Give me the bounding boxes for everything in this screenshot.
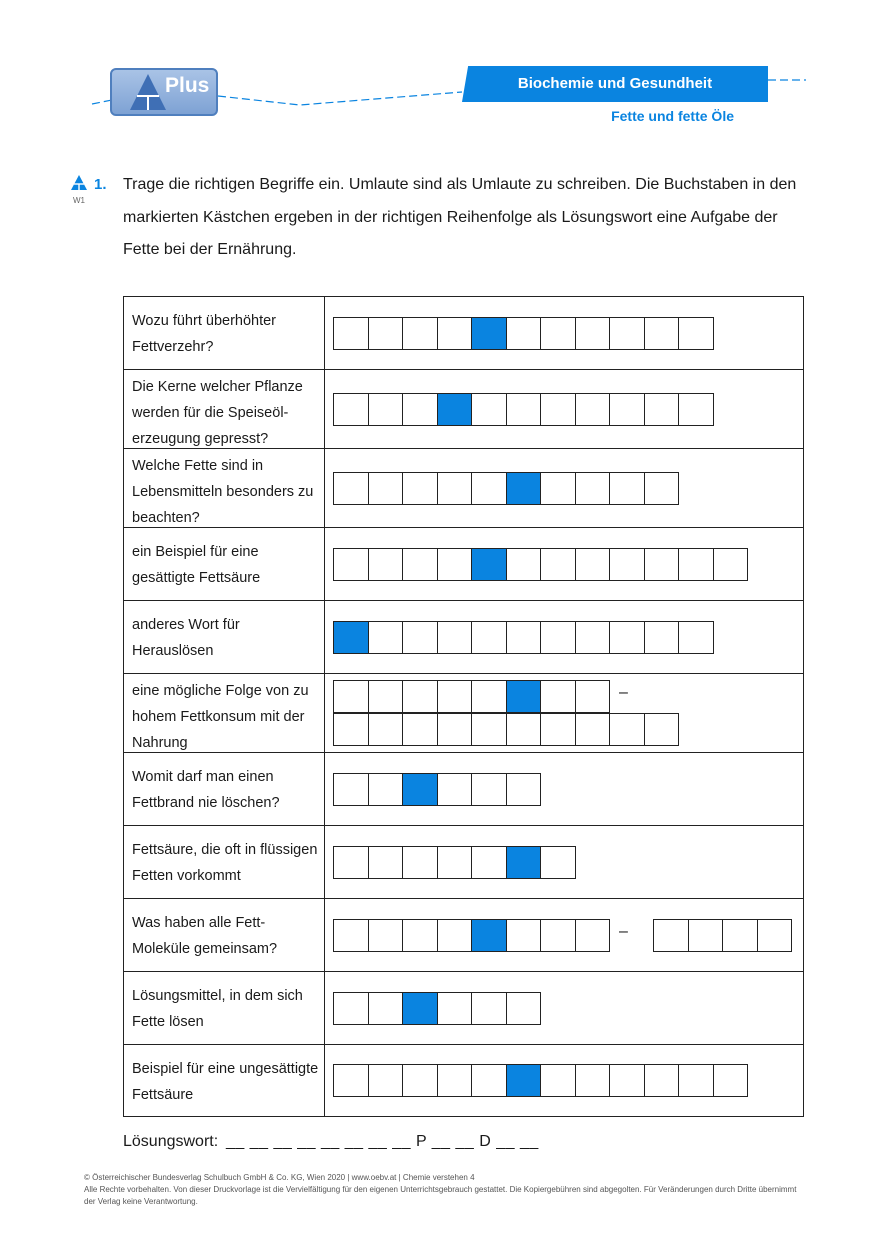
letter-box[interactable] (333, 680, 369, 713)
letter-box[interactable] (540, 621, 576, 654)
letter-box[interactable] (540, 1064, 576, 1097)
letter-box[interactable] (540, 680, 576, 713)
letter-box-group (333, 713, 678, 746)
letter-box[interactable] (653, 919, 689, 952)
letter-box[interactable] (609, 1064, 645, 1097)
letter-box[interactable] (437, 472, 473, 505)
letter-box-group (653, 919, 791, 952)
letter-box[interactable] (437, 992, 473, 1025)
letter-box-group (333, 680, 609, 713)
letter-box[interactable] (678, 548, 714, 581)
logo-text: Plus (165, 74, 210, 97)
marked-letter-box[interactable] (402, 773, 438, 806)
column-divider (324, 674, 325, 752)
answer-blanks[interactable]: __ __ __ __ __ __ __ __ P __ __ D __ __ (226, 1133, 539, 1150)
column-divider (324, 972, 325, 1044)
letter-box[interactable] (506, 393, 542, 426)
letter-box[interactable] (678, 621, 714, 654)
letter-box-group (333, 992, 540, 1025)
marked-letter-box[interactable] (471, 548, 507, 581)
marked-letter-box[interactable] (402, 992, 438, 1025)
letter-box[interactable] (506, 621, 542, 654)
letter-box[interactable] (368, 713, 404, 746)
task-instruction: Trage die richtigen Begriffe ein. Umlaute sind als Umlaute zu schreiben. Die Buchstaben in den markierten Kästchen ergeben in der richtigen Reihenfolge als Lösungswort eine Aufgabe der Fette bei der Ernährung. (123, 176, 797, 258)
letter-box[interactable] (437, 680, 473, 713)
letter-box[interactable] (471, 1064, 507, 1097)
copyright-footer (84, 1172, 804, 1208)
question-text: Welche Fette sind in Lebensmitteln besonders zu beachten? (132, 458, 314, 526)
column-divider (324, 753, 325, 825)
column-divider (324, 297, 325, 369)
table-row (123, 527, 804, 601)
table-row (123, 752, 804, 826)
column-divider (324, 528, 325, 600)
letter-box[interactable] (333, 919, 369, 952)
letter-box[interactable] (333, 548, 369, 581)
table-row (123, 1044, 804, 1117)
marked-letter-box[interactable] (506, 472, 542, 505)
letter-box-group (333, 1064, 747, 1097)
hyphen: – (619, 684, 628, 701)
letter-box[interactable] (506, 773, 542, 806)
table-row (123, 448, 804, 528)
letter-box[interactable] (540, 919, 576, 952)
letter-box[interactable] (471, 393, 507, 426)
letter-box[interactable] (368, 680, 404, 713)
letter-box[interactable] (437, 713, 473, 746)
letter-box[interactable] (368, 846, 404, 879)
letter-box[interactable] (575, 393, 611, 426)
letter-box[interactable] (402, 548, 438, 581)
letter-box[interactable] (368, 548, 404, 581)
letter-box[interactable] (575, 919, 611, 952)
letter-box[interactable] (540, 846, 576, 879)
letter-box[interactable] (333, 393, 369, 426)
letter-box[interactable] (678, 393, 714, 426)
table-row (123, 825, 804, 899)
letter-box[interactable] (540, 393, 576, 426)
letter-box[interactable] (609, 621, 645, 654)
letter-box[interactable] (368, 919, 404, 952)
letter-box[interactable] (540, 317, 576, 350)
letter-box[interactable] (757, 919, 793, 952)
letter-box-group (333, 846, 575, 879)
column-divider (324, 1045, 325, 1116)
crossword-table (123, 296, 804, 1117)
letter-box[interactable] (644, 713, 680, 746)
letter-box[interactable] (688, 919, 724, 952)
letter-box[interactable] (609, 317, 645, 350)
table-row (123, 898, 804, 972)
question-text: Die Kerne welcher Pflanze werden für die Speiseöl-erzeugung gepresst? (132, 379, 303, 447)
letter-box[interactable] (471, 621, 507, 654)
letter-box[interactable] (609, 393, 645, 426)
letter-box[interactable] (609, 472, 645, 505)
letter-box[interactable] (575, 548, 611, 581)
letter-box[interactable] (368, 317, 404, 350)
letter-box[interactable] (471, 713, 507, 746)
letter-box[interactable] (368, 992, 404, 1025)
letter-box[interactable] (575, 713, 611, 746)
letter-box[interactable] (437, 317, 473, 350)
letter-box[interactable] (506, 548, 542, 581)
letter-box[interactable] (678, 1064, 714, 1097)
letter-box[interactable] (471, 773, 507, 806)
level-pyramid-icon (70, 174, 88, 192)
letter-box[interactable] (368, 621, 404, 654)
letter-box[interactable] (333, 1064, 369, 1097)
letter-box-group (333, 317, 713, 350)
letter-box[interactable] (368, 472, 404, 505)
column-divider (324, 899, 325, 971)
letter-box[interactable] (713, 548, 749, 581)
marked-letter-box[interactable] (437, 393, 473, 426)
footer-line-1: © Österreichischer Bundesverlag Schulbuch GmbH & Co. KG, Wien 2020 | www.oebv.at | Chemie verstehen 4 (84, 1173, 475, 1182)
section-subtitle: Fette und fette Öle (611, 108, 734, 124)
letter-box[interactable] (540, 472, 576, 505)
question-text: Wozu führt überhöhter Fettverzehr? (132, 313, 277, 355)
marked-letter-box[interactable] (506, 1064, 542, 1097)
column-divider (324, 826, 325, 898)
letter-box[interactable] (609, 713, 645, 746)
letter-box[interactable] (402, 317, 438, 350)
letter-box[interactable] (506, 919, 542, 952)
letter-box[interactable] (644, 621, 680, 654)
letter-box[interactable] (402, 680, 438, 713)
hyphen: – (619, 922, 628, 940)
letter-box[interactable] (437, 621, 473, 654)
letter-box[interactable] (506, 992, 542, 1025)
marked-letter-box[interactable] (506, 846, 542, 879)
letter-box[interactable] (471, 472, 507, 505)
letter-box[interactable] (644, 393, 680, 426)
letter-box[interactable] (333, 713, 369, 746)
letter-box[interactable] (575, 621, 611, 654)
letter-box[interactable] (506, 713, 542, 746)
letter-box[interactable] (402, 846, 438, 879)
letter-box[interactable] (402, 621, 438, 654)
letter-box[interactable] (333, 317, 369, 350)
letter-box[interactable] (575, 472, 611, 505)
letter-box[interactable] (722, 919, 758, 952)
question-text: ein Beispiel für eine gesättigte Fettsäure (132, 544, 261, 586)
letter-box[interactable] (471, 680, 507, 713)
task-number: 1. (94, 176, 107, 193)
letter-box[interactable] (402, 713, 438, 746)
letter-box[interactable] (506, 317, 542, 350)
letter-box[interactable] (402, 393, 438, 426)
question-text: eine mögliche Folge von zu hohem Fettkonsum mit der Nahrung (132, 683, 309, 751)
letter-box[interactable] (575, 317, 611, 350)
column-divider (324, 449, 325, 527)
answer-label: Lösungswort: (123, 1133, 219, 1150)
letter-box[interactable] (368, 393, 404, 426)
letter-box-group (333, 919, 609, 952)
letter-box[interactable] (713, 1064, 749, 1097)
question-text: anderes Wort für Herauslösen (132, 617, 240, 659)
letter-box[interactable] (644, 317, 680, 350)
letter-box[interactable] (471, 846, 507, 879)
table-row (123, 600, 804, 674)
table-row (123, 673, 804, 753)
letter-box[interactable] (368, 1064, 404, 1097)
chapter-title: Biochemie und Gesundheit (517, 75, 713, 92)
letter-box[interactable] (437, 773, 473, 806)
letter-box[interactable] (333, 992, 369, 1025)
task-level: W1 (73, 196, 85, 205)
letter-box[interactable] (333, 472, 369, 505)
letter-box[interactable] (540, 548, 576, 581)
letter-box[interactable] (575, 1064, 611, 1097)
marked-letter-box[interactable] (471, 317, 507, 350)
letter-box[interactable] (540, 713, 576, 746)
table-row (123, 971, 804, 1045)
letter-box[interactable] (437, 548, 473, 581)
letter-box[interactable] (333, 846, 369, 879)
letter-box[interactable] (368, 773, 404, 806)
question-text: Womit darf man einen Fettbrand nie löschen? (132, 769, 280, 811)
pyramid-icon (128, 72, 168, 112)
letter-box-group (333, 621, 713, 654)
letter-box[interactable] (471, 992, 507, 1025)
column-divider (324, 601, 325, 673)
letter-box-group (333, 773, 540, 806)
letter-box-group (333, 472, 678, 505)
question-text: Beispiel für eine ungesättigte Fettsäure (132, 1060, 319, 1103)
letter-box[interactable] (402, 919, 438, 952)
letter-box[interactable] (402, 472, 438, 505)
column-divider (324, 370, 325, 448)
letter-box[interactable] (333, 773, 369, 806)
letter-box[interactable] (437, 1064, 473, 1097)
letter-box[interactable] (609, 548, 645, 581)
marked-letter-box[interactable] (333, 621, 369, 654)
letter-box[interactable] (644, 472, 680, 505)
letter-box[interactable] (644, 1064, 680, 1097)
table-row (123, 296, 804, 370)
letter-box[interactable] (437, 846, 473, 879)
question-text: Fettsäure, die oft in flüssigen Fetten vorkommt (132, 842, 318, 884)
letter-box[interactable] (402, 1064, 438, 1097)
table-row (123, 369, 804, 449)
footer-line-2: Alle Rechte vorbehalten. Von dieser Druckvorlage ist die Vervielfältigung für den eigenen Unterrichtsgebrauch gestattet. Die Kopiergebühren sind abgegolten. Für Veränderungen durch Dritte übernimmt der Verlag keine Verantwortung. (84, 1185, 797, 1206)
letter-box[interactable] (437, 919, 473, 952)
marked-letter-box[interactable] (506, 680, 542, 713)
letter-box[interactable] (575, 680, 611, 713)
letter-box[interactable] (678, 317, 714, 350)
letter-box-group (333, 393, 713, 426)
question-text: Lösungsmittel, in dem sich Fette lösen (132, 988, 303, 1030)
marked-letter-box[interactable] (471, 919, 507, 952)
letter-box[interactable] (644, 548, 680, 581)
question-text: Was haben alle Fett-Moleküle gemeinsam? (132, 915, 278, 957)
letter-box-group (333, 548, 747, 581)
